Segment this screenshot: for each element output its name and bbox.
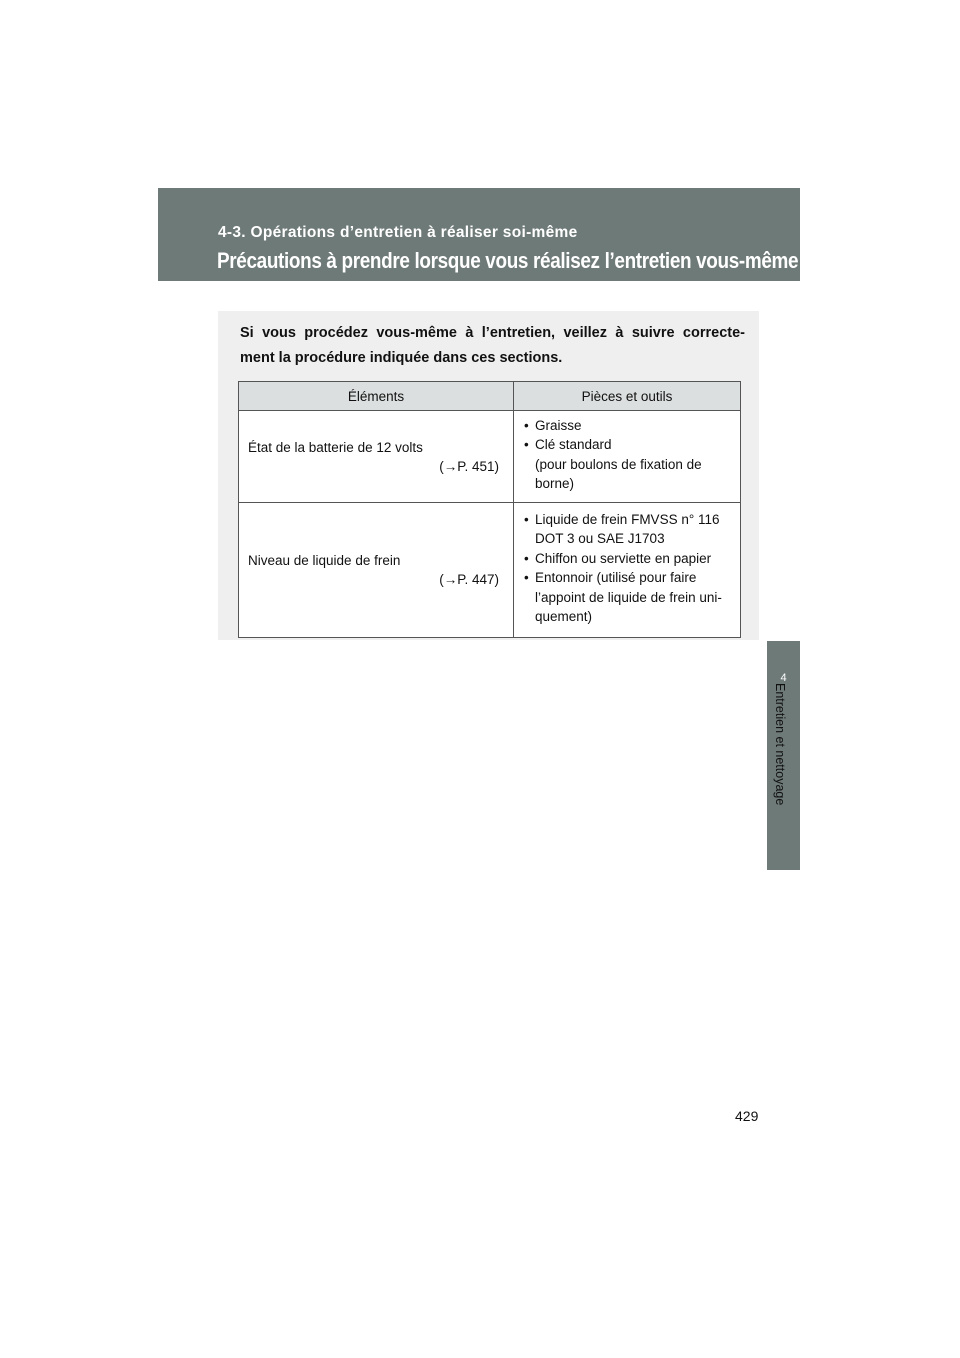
intro-line-1: Si vous procédez vous-même à l’entretien, veillez à suivre correcte- (240, 325, 745, 341)
item-cell (239, 411, 514, 503)
tool-text: Clé standard (535, 437, 612, 452)
tools-cell (514, 503, 741, 638)
item-name: État de la batterie de 12 volts (248, 439, 423, 455)
chapter-number: 4 (780, 672, 787, 684)
tool-text-continuation: (pour boulons de fixation de (535, 456, 702, 472)
tool-text: Graisse (535, 417, 582, 433)
tool-text: Chiffon ou serviette en papier (535, 550, 712, 566)
intro-line-2: ment la procédure indiquée dans ces sections. (240, 350, 563, 366)
tool-text-continuation: quement) (535, 609, 593, 624)
intro-text (240, 321, 745, 371)
table-header-row (239, 382, 741, 411)
column-header-items: Éléments (239, 382, 514, 411)
chapter-title: Entretien et nettoyage (773, 683, 787, 806)
list-item (524, 549, 736, 569)
tools-list (524, 510, 736, 627)
tool-text-continuation: l’appoint de liquide de frein uni- (535, 589, 722, 605)
section-label: 4-3. Opérations d’entretien à réaliser soi-même (218, 224, 578, 241)
item-name: Niveau de liquide de frein (248, 553, 401, 568)
table-row (239, 411, 741, 503)
tool-text-continuation: borne) (535, 476, 575, 491)
list-item (524, 416, 736, 436)
list-item (524, 568, 736, 627)
page-number: 429 (735, 1108, 759, 1124)
column-header-tools: Pièces et outils (514, 382, 741, 411)
tool-text-continuation: DOT 3 ou SAE J1703 (535, 531, 665, 546)
content-box (218, 311, 759, 640)
item-cell (239, 503, 514, 638)
table-row (239, 503, 741, 638)
page-reference: (→P. 447) (439, 572, 499, 587)
section-header (158, 188, 800, 281)
tools-list (524, 416, 736, 494)
page-reference: (→P. 451) (439, 458, 499, 474)
page-title: Précautions à prendre lorsque vous réalisez l’entretien vous-même (217, 248, 799, 273)
tool-text: Entonnoir (utilisé pour faire (535, 570, 697, 585)
tool-text: Liquide de frein FMVSS n° 116 (535, 511, 720, 527)
list-item (524, 435, 736, 494)
parts-table (238, 381, 741, 638)
tools-cell (514, 411, 741, 503)
list-item (524, 510, 736, 549)
